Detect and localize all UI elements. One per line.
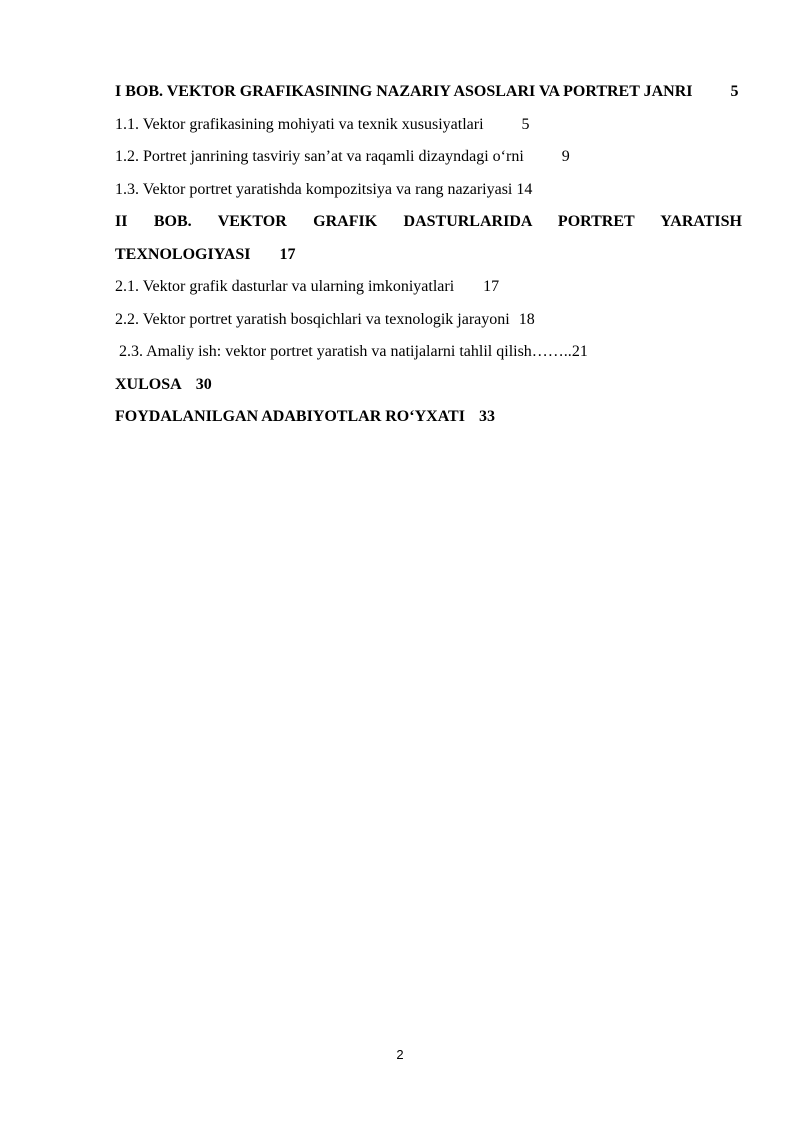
toc-entry-page: 5 xyxy=(521,115,530,133)
toc-entry-page: 30 xyxy=(195,375,212,393)
toc-entry-page: 21 xyxy=(571,343,588,360)
toc-entry-page: 9 xyxy=(561,148,570,165)
toc-entry-title: 2.1. Vektor grafik dasturlar va ularning imkoniyatlari xyxy=(115,278,455,295)
toc-entry-chapter-1[interactable] xyxy=(115,76,742,109)
toc-entry-page: 33 xyxy=(478,408,495,425)
toc-entry-page: 5 xyxy=(730,83,739,100)
toc-entry-title: 1.3. Vektor portret yaratishda kompozitsiya va rang nazariyasi xyxy=(115,180,513,198)
toc-entry-title: 2.3. Amaliy ish: vektor portret yaratish va natijalarni tahlil qilish…….. xyxy=(119,343,572,360)
toc-entry-2-1[interactable] xyxy=(115,271,742,304)
toc-entry-title: 1.2. Portret janrining tasviriy san’at va raqamli dizayndagi o‘rni xyxy=(115,148,524,165)
toc-entry-title: 1.1. Vektor grafikasining mohiyati va texnik xususiyatlari xyxy=(115,115,484,133)
toc-entry-title: 2.2. Vektor portret yaratish bosqichlari va texnologik jarayoni xyxy=(115,310,510,328)
toc-entry-2-3[interactable] xyxy=(115,336,742,369)
page-number: 2 xyxy=(396,1047,404,1062)
table-of-contents xyxy=(115,76,742,434)
toc-entry-1-2[interactable] xyxy=(115,141,742,174)
toc-entry-page: 14 xyxy=(516,180,533,198)
toc-entry-1-3[interactable] xyxy=(115,174,742,207)
toc-entry-page: 17 xyxy=(483,278,500,295)
toc-entry-title: II BOB. VEKTOR GRAFIK DASTURLARIDA PORTRET YARATISH TEXNOLOGIYASI xyxy=(115,213,742,263)
toc-entry-chapter-2[interactable] xyxy=(115,206,742,271)
toc-entry-xulosa[interactable] xyxy=(115,369,742,402)
toc-entry-2-2[interactable] xyxy=(115,304,742,337)
toc-entry-1-1[interactable] xyxy=(115,109,742,142)
toc-entry-page: 18 xyxy=(518,310,535,328)
toc-entry-title: FOYDALANILGAN ADABIYOTLAR RO‘YXATI xyxy=(115,408,465,425)
toc-entry-bibliography[interactable] xyxy=(115,401,742,434)
toc-entry-page: 17 xyxy=(279,245,296,263)
toc-entry-title: XULOSA xyxy=(115,375,182,393)
toc-entry-title: I BOB. VEKTOR GRAFIKASINING NAZARIY ASOSLARI VA PORTRET JANRI xyxy=(115,83,693,100)
